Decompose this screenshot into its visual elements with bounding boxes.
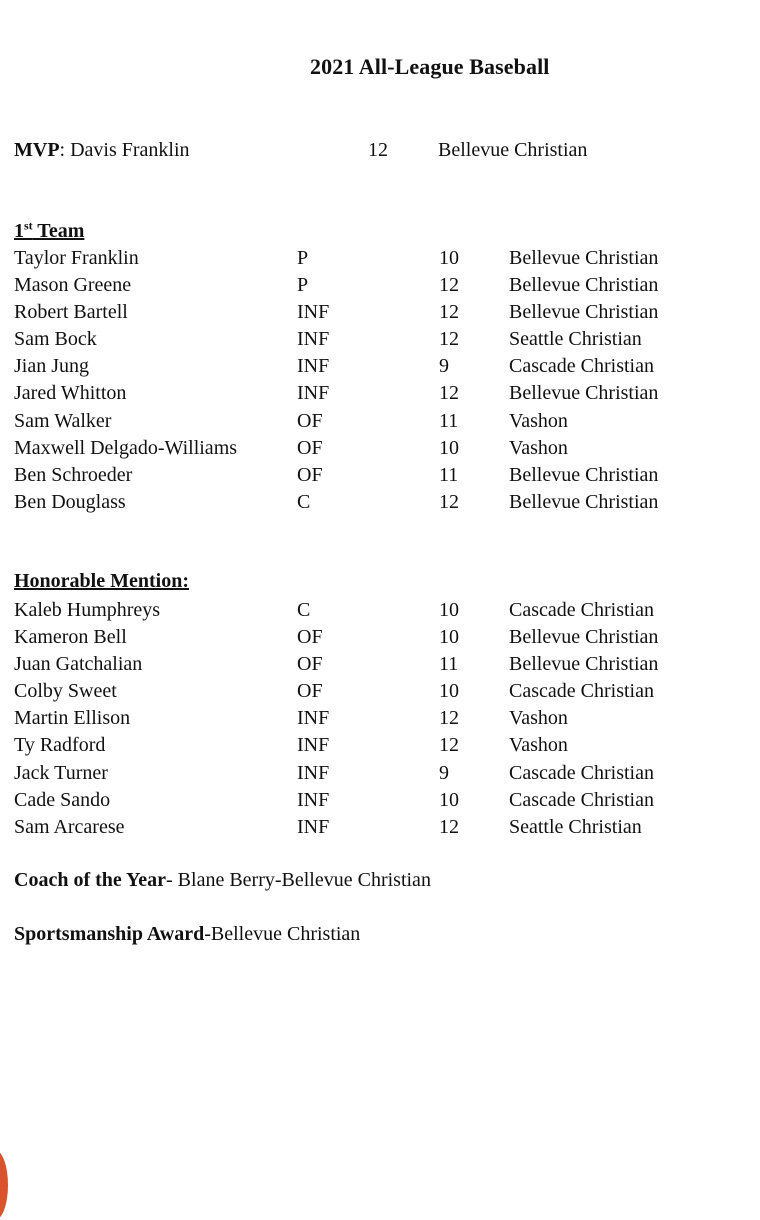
mvp-school: Bellevue Christian — [438, 139, 588, 161]
player-grade: 12 — [439, 274, 459, 297]
player-school: Seattle Christian — [509, 328, 642, 351]
player-row — [0, 787, 760, 814]
player-row — [0, 353, 760, 380]
player-school: Vashon — [509, 409, 568, 432]
player-grade: 12 — [439, 815, 459, 838]
player-row — [0, 624, 760, 651]
first-team-list — [0, 245, 760, 516]
player-school: Bellevue Christian — [509, 382, 659, 405]
player-school: Bellevue Christian — [509, 653, 659, 676]
player-school: Vashon — [509, 436, 568, 459]
player-position: OF — [297, 626, 323, 649]
sportsmanship-award-label: Sportsmanship Award — [14, 923, 205, 945]
player-row — [0, 272, 760, 299]
first-team-heading-suffix: st — [24, 218, 33, 233]
player-name: Colby Sweet — [14, 680, 117, 703]
player-name: Jian Jung — [14, 355, 89, 378]
player-school: Cascade Christian — [509, 355, 654, 378]
player-position: P — [297, 274, 309, 297]
player-position: INF — [297, 707, 330, 730]
player-grade: 12 — [439, 490, 459, 513]
player-grade: 12 — [439, 328, 459, 351]
player-position: INF — [297, 761, 330, 784]
player-grade: 10 — [439, 599, 459, 621]
player-position: OF — [297, 653, 323, 676]
player-name: Sam Walker — [14, 409, 112, 432]
player-name: Sam Arcarese — [14, 815, 125, 838]
player-school: Vashon — [509, 707, 568, 730]
player-grade: 11 — [439, 653, 459, 676]
player-school: Bellevue Christian — [509, 301, 659, 324]
player-school: Cascade Christian — [509, 680, 654, 703]
page-edge-decoration — [0, 1150, 8, 1220]
player-row — [0, 299, 760, 326]
player-school: Cascade Christian — [509, 761, 654, 784]
player-school: Bellevue Christian — [509, 463, 659, 486]
player-school: Bellevue Christian — [509, 274, 659, 297]
player-grade: 10 — [439, 788, 459, 811]
player-grade: 10 — [439, 626, 459, 649]
player-position: OF — [297, 680, 323, 703]
mvp-name: Davis Franklin — [70, 139, 190, 161]
player-name: Mason Greene — [14, 274, 132, 297]
player-position: C — [297, 490, 311, 513]
player-name: Jared Whitton — [14, 382, 127, 405]
player-row — [0, 651, 760, 678]
mvp-label: MVP — [14, 139, 60, 161]
player-grade: 10 — [439, 680, 459, 703]
player-position: OF — [297, 409, 323, 432]
player-school: Seattle Christian — [509, 815, 642, 838]
player-school: Cascade Christian — [509, 599, 654, 621]
player-position: INF — [297, 382, 330, 405]
player-grade: 9 — [439, 355, 449, 378]
player-position: OF — [297, 463, 323, 486]
player-row — [0, 760, 760, 787]
mvp-separator: : — [59, 139, 71, 161]
player-name: Cade Sando — [14, 788, 111, 811]
player-grade: 12 — [439, 707, 459, 730]
player-name: Maxwell Delgado-Williams — [14, 436, 238, 459]
player-name: Kameron Bell — [14, 626, 127, 649]
coach-of-the-year-value: - Blane Berry-Bellevue Christian — [166, 869, 431, 891]
player-grade: 11 — [439, 409, 459, 432]
player-grade: 12 — [439, 301, 459, 324]
first-team-heading — [14, 220, 84, 243]
player-school: Bellevue Christian — [509, 247, 659, 269]
player-row — [0, 462, 760, 489]
player-row — [0, 435, 760, 462]
player-grade: 10 — [439, 247, 459, 269]
sportsmanship-award-value: -Bellevue Christian — [204, 923, 361, 945]
player-position: INF — [297, 734, 330, 757]
player-name: Juan Gatchalian — [14, 653, 143, 676]
first-team-heading-number: 1 — [14, 220, 24, 242]
player-school: Bellevue Christian — [509, 490, 659, 513]
player-position: P — [297, 247, 309, 269]
player-name: Martin Ellison — [14, 707, 131, 730]
player-name: Jack Turner — [14, 761, 108, 784]
player-row — [0, 380, 760, 407]
player-grade: 10 — [439, 436, 459, 459]
player-position: INF — [297, 815, 330, 838]
player-grade: 11 — [439, 463, 459, 486]
player-row — [0, 245, 760, 272]
player-position: INF — [297, 328, 330, 351]
player-school: Cascade Christian — [509, 788, 654, 811]
player-name: Robert Bartell — [14, 301, 128, 324]
player-row — [0, 732, 760, 759]
mvp-grade: 12 — [368, 139, 388, 161]
player-name: Ben Schroeder — [14, 463, 133, 486]
player-position: INF — [297, 301, 330, 324]
player-grade: 9 — [439, 761, 449, 784]
player-position: INF — [297, 355, 330, 378]
player-grade: 12 — [439, 382, 459, 405]
player-name: Ben Douglass — [14, 490, 126, 513]
coach-of-the-year — [14, 869, 431, 892]
player-position: OF — [297, 436, 323, 459]
player-row — [0, 597, 760, 624]
mvp-row — [0, 139, 760, 165]
first-team-heading-text: Team — [32, 220, 85, 242]
player-name: Ty Radford — [14, 734, 106, 757]
player-row — [0, 489, 760, 516]
coach-of-the-year-label: Coach of the Year — [14, 869, 167, 891]
player-row — [0, 408, 760, 435]
player-grade: 12 — [439, 734, 459, 757]
mvp-entry — [14, 139, 190, 162]
player-name: Kaleb Humphreys — [14, 599, 161, 621]
player-position: INF — [297, 788, 330, 811]
sportsmanship-award — [14, 923, 360, 946]
player-row — [0, 326, 760, 353]
player-row — [0, 678, 760, 705]
player-name: Taylor Franklin — [14, 247, 139, 269]
player-school: Vashon — [509, 734, 568, 757]
page-title: 2021 All-League Baseball — [310, 54, 550, 79]
player-row — [0, 705, 760, 732]
player-name: Sam Bock — [14, 328, 97, 351]
honorable-mention-heading: Honorable Mention: — [14, 570, 189, 592]
honorable-mention-list — [0, 597, 760, 841]
player-position: C — [297, 599, 311, 621]
player-school: Bellevue Christian — [509, 626, 659, 649]
player-row — [0, 814, 760, 841]
